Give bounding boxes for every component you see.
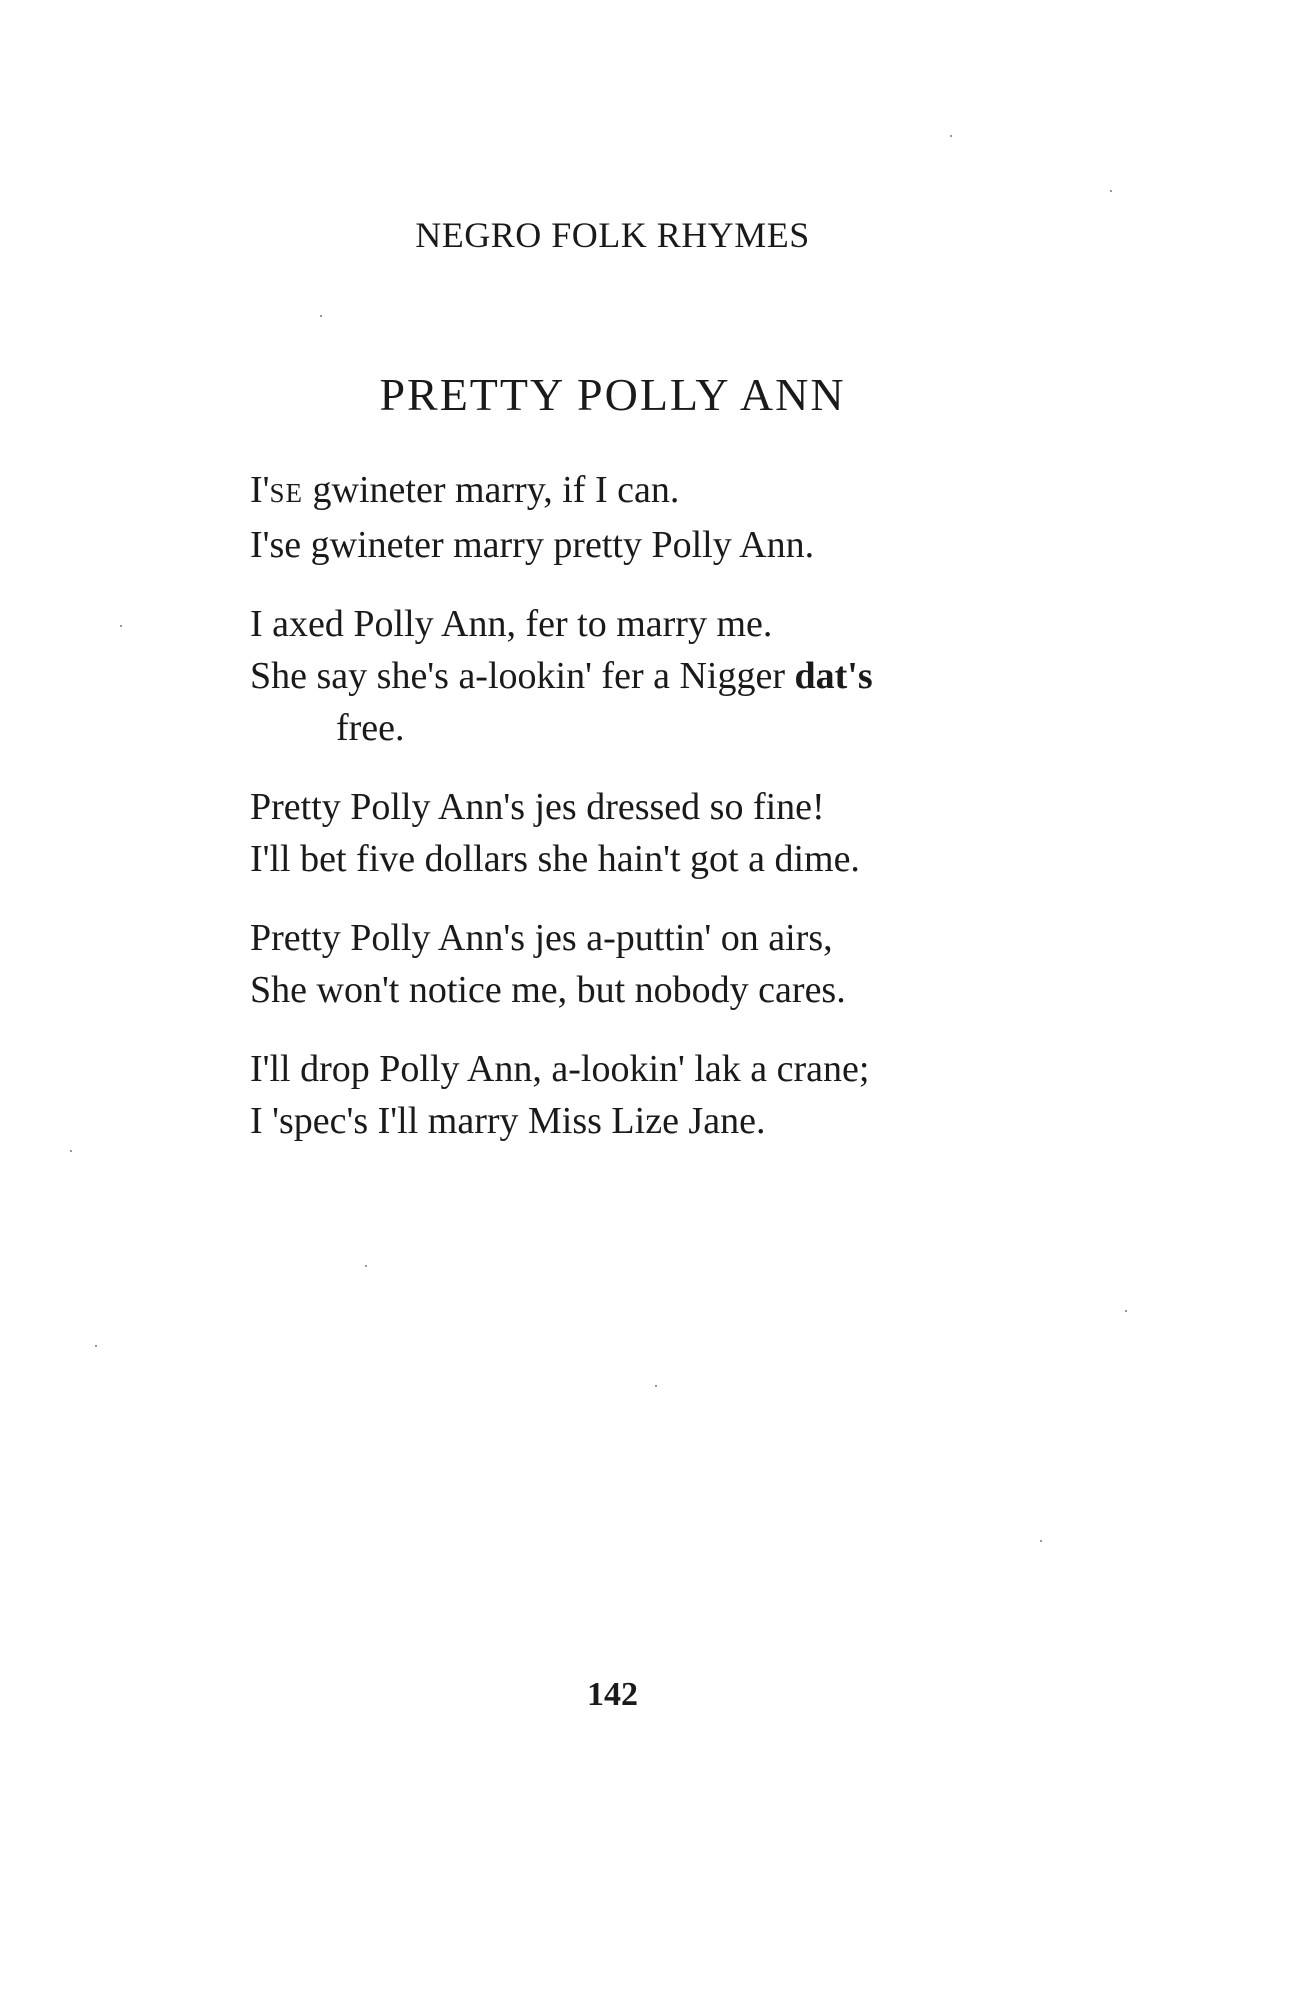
- stanza-3: [250, 781, 1010, 885]
- line-text: She say she's a-lookin' fer a Nigger: [250, 655, 795, 697]
- poem-line: I'll drop Polly Ann, a-lookin' lak a crane;: [250, 1048, 870, 1090]
- poem-line: I 'spec's I'll marry Miss Lize Jane.: [250, 1100, 766, 1142]
- poem-line-continuation: free.: [336, 707, 405, 749]
- page-number: 142: [587, 1676, 638, 1713]
- line-rest: gwineter marry, if I can.: [303, 469, 680, 511]
- poem-body: [250, 464, 1010, 1174]
- poem-line: She won't notice me, but nobody cares.: [250, 969, 846, 1011]
- paper-speck: [1125, 1310, 1127, 1312]
- line-bold-word: dat's: [794, 655, 873, 697]
- poem-line: I'se gwineter marry pretty Polly Ann.: [250, 524, 815, 566]
- running-head: NEGRO FOLK RHYMES: [415, 215, 810, 255]
- stanza-1: [250, 464, 1010, 571]
- paper-speck: [95, 1345, 97, 1347]
- paper-speck: [655, 1385, 657, 1387]
- poem-line: [250, 650, 1010, 702]
- poem-line: I'll bet five dollars she hain't got a dime.: [250, 838, 860, 880]
- paper-speck: [365, 1265, 367, 1267]
- paper-speck: [70, 1150, 72, 1152]
- poem-line: I axed Polly Ann, fer to marry me.: [250, 603, 773, 645]
- poem-line: Pretty Polly Ann's jes dressed so fine!: [250, 786, 825, 828]
- stanza-4: [250, 912, 1010, 1016]
- paper-speck: [1110, 190, 1112, 192]
- poem-title: PRETTY POLLY ANN: [379, 369, 846, 420]
- paper-speck: [320, 315, 322, 317]
- paper-speck: [950, 135, 952, 137]
- stanza-2: [250, 598, 1010, 754]
- paper-speck: [1040, 1540, 1042, 1542]
- poem-line: Pretty Polly Ann's jes a-puttin' on airs,: [250, 917, 833, 959]
- poem-line: [250, 464, 1010, 519]
- small-caps-text: SE: [269, 478, 304, 508]
- stanza-5: [250, 1043, 1010, 1147]
- paper-speck: [120, 625, 122, 627]
- line-opening: I': [250, 469, 270, 511]
